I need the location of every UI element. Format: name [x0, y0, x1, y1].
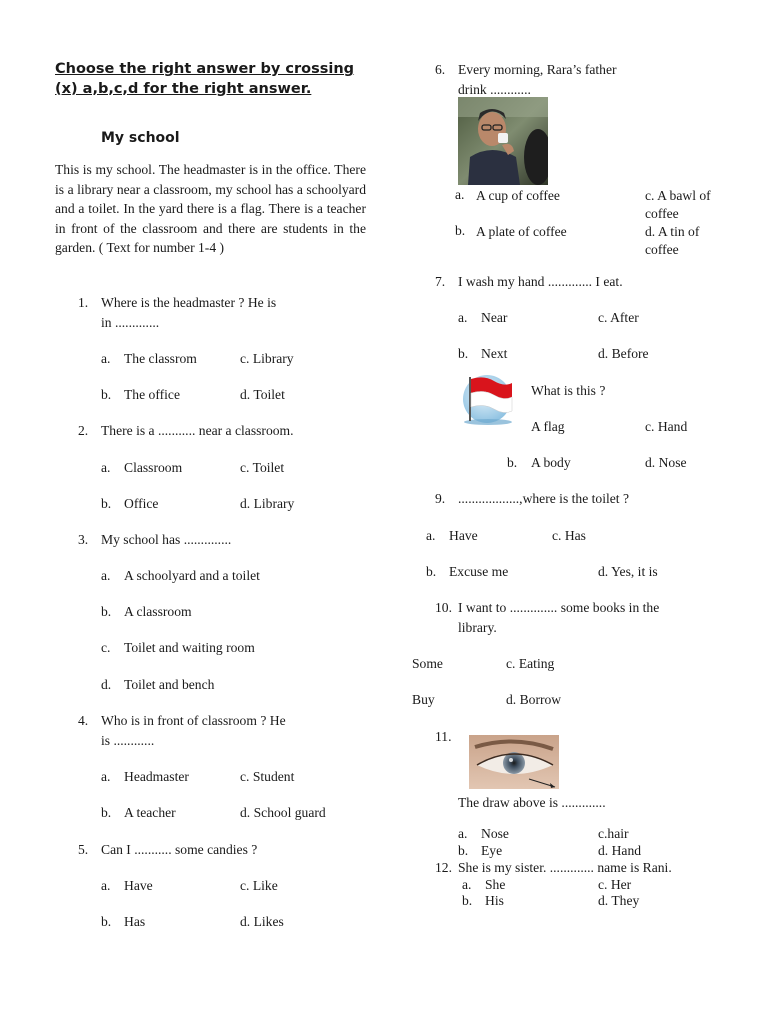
option-a[interactable]: A flag	[531, 419, 565, 434]
option-b[interactable]: A plate of coffee	[476, 224, 567, 239]
eye-photo	[469, 735, 559, 789]
question-number: 11.	[435, 729, 452, 744]
option-c[interactable]: Toilet and waiting room	[124, 640, 255, 655]
option-d[interactable]: Toilet and bench	[124, 677, 215, 692]
option-c[interactable]: c. Toilet	[240, 460, 285, 475]
question-text: Every morning, Rara’s father	[458, 62, 617, 77]
question-text: ..................,where is the toilet ?	[458, 491, 630, 506]
option-b[interactable]: Has	[124, 914, 146, 929]
option-a-letter: a.	[458, 310, 468, 325]
option-b[interactable]: The office	[124, 387, 180, 402]
option-a[interactable]: Some	[412, 656, 443, 671]
option-b[interactable]: A teacher	[124, 805, 176, 820]
question-number: 9.	[435, 491, 446, 506]
option-b-letter: b.	[101, 805, 112, 820]
question-text-continued: drink ............	[458, 82, 531, 97]
option-a-letter: a.	[462, 877, 472, 892]
option-b[interactable]: Next	[481, 346, 508, 361]
option-b[interactable]: Buy	[412, 692, 435, 707]
option-a[interactable]: A cup of coffee	[476, 188, 560, 203]
option-d[interactable]: d. A tin of coffee	[645, 224, 700, 257]
option-d[interactable]: d. Before	[598, 346, 649, 361]
option-b-letter: b.	[101, 496, 112, 511]
question-text: She is my sister. ............. name is Rani.	[458, 860, 672, 875]
section-title: My school	[101, 130, 180, 146]
question-text-continued: library.	[458, 620, 497, 635]
option-b-letter: b.	[426, 564, 437, 579]
question-text-continued: in .............	[101, 315, 160, 330]
option-c[interactable]: c. Library	[240, 351, 294, 366]
question-number: 5.	[78, 842, 89, 857]
question-text: There is a ........... near a classroom.	[101, 423, 294, 438]
option-d[interactable]: d. School guard	[240, 805, 326, 820]
question-text: I want to .............. some books in the	[458, 600, 660, 615]
question-text: My school has ..............	[101, 532, 232, 547]
option-a[interactable]: The classrom	[124, 351, 197, 366]
option-a-letter: a.	[458, 826, 468, 841]
option-c[interactable]: c. Like	[240, 878, 278, 893]
option-a-letter: a.	[101, 460, 111, 475]
question-number: 12.	[435, 860, 452, 875]
option-a-letter: a.	[101, 878, 111, 893]
option-c[interactable]: c. Eating	[506, 656, 555, 671]
option-c[interactable]: c. A bawl of coffee	[645, 188, 711, 221]
option-a[interactable]: A schoolyard and a toilet	[124, 568, 260, 583]
question-text: Who is in front of classroom ? He	[101, 713, 286, 728]
option-a-letter: a.	[455, 187, 465, 202]
option-a-letter: a.	[101, 769, 111, 784]
option-b-letter: b.	[455, 223, 466, 238]
option-b[interactable]: A classroom	[124, 604, 192, 619]
option-a[interactable]: Nose	[481, 826, 509, 841]
option-c[interactable]: c.hair	[598, 826, 629, 841]
option-a[interactable]: She	[485, 877, 506, 892]
man-drinking-coffee-photo	[458, 97, 548, 185]
option-d[interactable]: d. Library	[240, 496, 295, 511]
option-a[interactable]: Have	[449, 528, 478, 543]
question-number: 7.	[435, 274, 446, 289]
option-d[interactable]: d. Toilet	[240, 387, 285, 402]
option-d-letter: d.	[101, 677, 112, 692]
option-b-letter: b.	[507, 455, 518, 470]
option-a-letter: a.	[101, 351, 111, 366]
option-b-letter: b.	[101, 387, 112, 402]
option-b-letter: b.	[101, 604, 112, 619]
question-text: The draw above is .............	[458, 795, 606, 810]
option-a-letter: a.	[426, 528, 436, 543]
question-text-continued: is ............	[101, 733, 155, 748]
option-a[interactable]: Near	[481, 310, 508, 325]
option-d[interactable]: d. Borrow	[506, 692, 562, 707]
question-number: 6.	[435, 62, 446, 77]
option-a[interactable]: Have	[124, 878, 153, 893]
question-number: 3.	[78, 532, 89, 547]
option-b-letter: b.	[458, 843, 469, 858]
question-number: 4.	[78, 713, 89, 728]
question-text: I wash my hand ............. I eat.	[458, 274, 623, 289]
option-d[interactable]: d. They	[598, 893, 640, 908]
option-c[interactable]: c. Her	[598, 877, 632, 892]
question-number: 1.	[78, 295, 89, 310]
flag-image	[460, 373, 516, 427]
option-d[interactable]: d. Hand	[598, 843, 642, 858]
question-number: 10.	[435, 600, 452, 615]
reading-passage: This is my school. The headmaster is in the office. There is a library near a classroom, my school has a schoolyard and a toilet. In the yard there is a flag. There is a teacher in front of the classroom and there are students in the garden. ( Text for number 1-4 )	[55, 162, 366, 255]
option-c[interactable]: c. After	[598, 310, 639, 325]
option-c[interactable]: c. Student	[240, 769, 295, 784]
option-c[interactable]: c. Has	[552, 528, 586, 543]
option-a[interactable]: Classroom	[124, 460, 183, 475]
question-text: Where is the headmaster ? He is	[101, 295, 277, 310]
option-c-letter: c.	[101, 640, 111, 655]
question-text: Can I ........... some candies ?	[101, 842, 258, 857]
option-b-letter: b.	[101, 914, 112, 929]
option-b-letter: b.	[462, 893, 473, 908]
option-b[interactable]: His	[485, 893, 504, 908]
option-a[interactable]: Headmaster	[124, 769, 189, 784]
option-a-letter: a.	[101, 568, 111, 583]
option-d[interactable]: d. Likes	[240, 914, 284, 929]
option-d[interactable]: d. Yes, it is	[598, 564, 658, 579]
option-b[interactable]: Office	[124, 496, 159, 511]
option-b[interactable]: Eye	[481, 843, 503, 858]
option-b[interactable]: A body	[531, 455, 571, 470]
question-text: What is this ?	[531, 383, 606, 398]
option-d[interactable]: d. Nose	[645, 455, 687, 470]
option-b-letter: b.	[458, 346, 469, 361]
option-b[interactable]: Excuse me	[449, 564, 509, 579]
instruction-heading: Choose the right answer by crossing (x) a,b,c,d for the right answer.	[55, 61, 355, 97]
question-number: 2.	[78, 423, 89, 438]
option-c[interactable]: c. Hand	[645, 419, 688, 434]
